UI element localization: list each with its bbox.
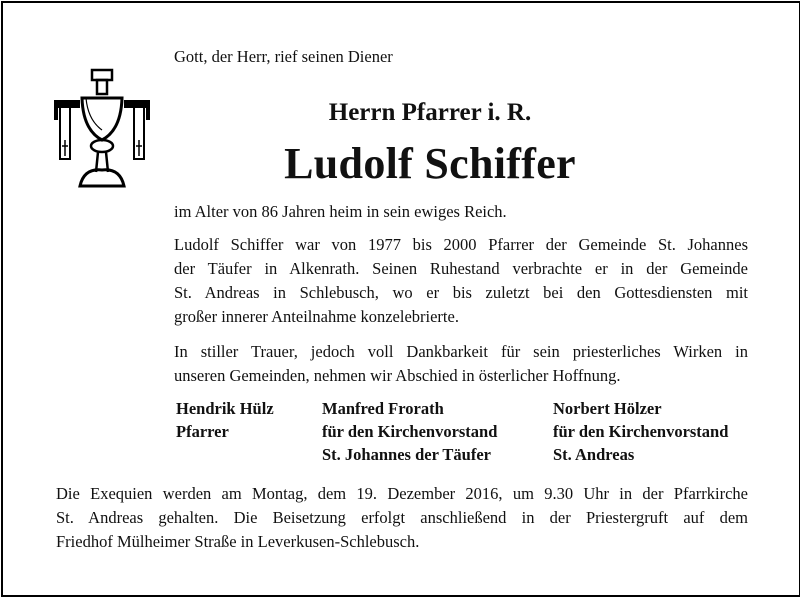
farewell-paragraph: In stiller Trauer, jedoch voll Dankbarkeit für sein priesterliches Wirken in unseren Gemeinden, nehmen wir Abschied in österlicher Hoffnung.: [174, 342, 748, 385]
signatory-name: Manfred Frorath: [322, 399, 444, 418]
deceased-name: Ludolf Schiffer: [284, 139, 576, 188]
signatory-hendrik-huelz: [176, 397, 274, 443]
signatory-parish: St. Andreas: [553, 445, 635, 464]
biography-paragraph: Ludolf Schiffer war von 1977 bis 2000 Pfarrer der Gemeinde St. Johannes der Täufer in Alkenrath. Seinen Ruhestand verbrachte er in der Gemeinde St. Andreas in Schlebusch, wo er bis zuletzt bei den Gottesdiensten mit großer innerer Anteilnahme konzelebrierte.: [174, 235, 748, 326]
age-line: im Alter von 86 Jahren heim in sein ewiges Reich.: [174, 202, 507, 221]
signatory-manfred-frorath: [322, 397, 497, 466]
funeral-details-paragraph: Die Exequien werden am Montag, dem 19. Dezember 2016, um 9.30 Uhr in der Pfarrkirche St. Andreas gehalten. Die Beisetzung erfolgt anschließend in der Priestergruft auf dem Friedhof Mülheimer Straße in Leverkusen-Schlebusch.: [56, 484, 748, 551]
signatory-role: für den Kirchenvorstand: [322, 422, 498, 441]
signatory-norbert-hoelzer: [553, 397, 728, 466]
signatory-parish: St. Johannes der Täufer: [322, 445, 491, 464]
honorific-title: Herrn Pfarrer i. R.: [328, 99, 532, 126]
intro-line: Gott, der Herr, rief seinen Diener: [174, 47, 393, 66]
signatory-role: Pfarrer: [176, 422, 229, 441]
signatory-role: für den Kirchenvorstand: [553, 422, 729, 441]
signatory-name: Hendrik Hülz: [176, 399, 274, 418]
signatory-name: Norbert Hölzer: [553, 399, 662, 418]
